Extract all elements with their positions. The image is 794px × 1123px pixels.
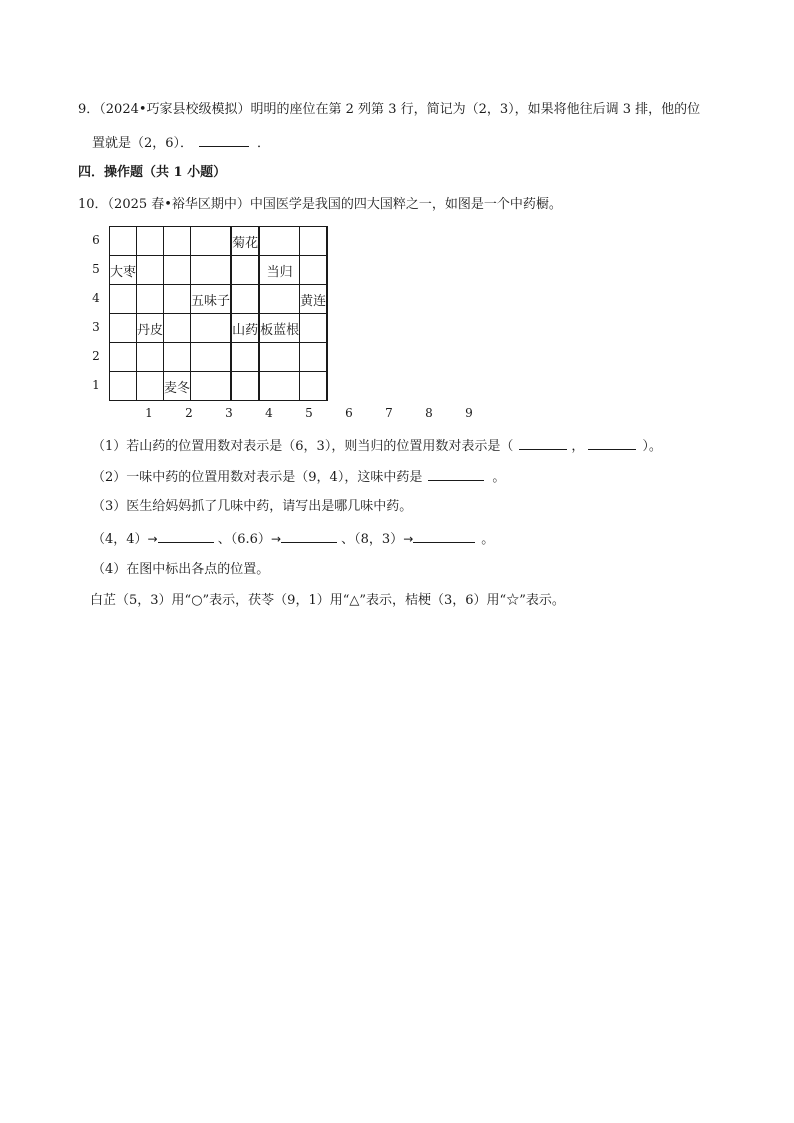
q9-line2 [92, 133, 270, 153]
q10-part2-blank[interactable] [428, 467, 484, 481]
q10-part3-end: 。 [481, 532, 495, 547]
x-label: 8 [425, 406, 433, 420]
q10-part1-text: （1）若山药的位置用数对表示是（6，3），则当归的位置用数对表示是（ [92, 439, 514, 454]
pair-2: 、（6.6） [217, 532, 271, 547]
grid-cell [191, 227, 231, 256]
q10-part2-end: 。 [492, 470, 506, 485]
q10-stem: 10．（2025 春•裕华区期中）中国医学是我国的四大国粹之一，如图是一个中药橱。 [78, 197, 562, 212]
grid-cell-label: 丹皮 [137, 314, 164, 343]
q9-answer-blank[interactable] [199, 133, 249, 147]
grid-cell [300, 314, 327, 343]
x-label: 6 [345, 406, 353, 420]
q10-part1-end: ）。 [642, 439, 662, 454]
grid-cell [300, 256, 327, 285]
q10-part1-blank-y[interactable] [588, 436, 636, 450]
grid-table [109, 226, 328, 401]
section-title: 四．操作题（共 1 小题） [78, 165, 227, 180]
x-label: 1 [145, 406, 153, 420]
grid-cell [137, 372, 164, 401]
grid-cell-label: 板蓝根 [260, 314, 300, 343]
x-label: 2 [185, 406, 193, 420]
grid-row [110, 285, 328, 314]
y-label: 3 [92, 320, 100, 334]
q9-line2-end: ． [257, 136, 271, 151]
grid-cell [164, 256, 191, 285]
grid-cell [191, 343, 231, 372]
grid-cell-label: 黄连 [300, 285, 327, 314]
grid-cell [232, 256, 259, 285]
q9-line2-text: 置就是（2，6）． [92, 136, 194, 151]
q10-part2 [92, 467, 505, 487]
grid-cell [232, 343, 259, 372]
arrow-icon: → [147, 532, 158, 546]
q10-part3-answers [92, 529, 494, 549]
q10-part1 [92, 436, 662, 456]
x-label: 7 [385, 406, 393, 420]
grid-row [110, 372, 328, 401]
grid-cell [327, 256, 328, 285]
grid-cell [137, 256, 164, 285]
y-label: 1 [92, 378, 100, 392]
grid-cell [300, 372, 327, 401]
grid-cell [110, 285, 137, 314]
grid-cell [164, 285, 191, 314]
pair-3: 、（8，3） [341, 532, 404, 547]
q10-part2-text: （2）一味中药的位置用数对表示是（9，4），这味中药是 [92, 470, 423, 485]
grid-cell [164, 343, 191, 372]
grid-row [110, 343, 328, 372]
grid-cell [191, 372, 231, 401]
grid-cell-label: 菊花 [232, 227, 259, 256]
grid-cell [110, 314, 137, 343]
arrow-icon: → [270, 532, 281, 546]
x-label: 3 [225, 406, 233, 420]
grid-cell [327, 314, 328, 343]
grid-cell [110, 372, 137, 401]
q10-part1-comma: ， [571, 439, 585, 454]
y-label: 4 [92, 291, 100, 305]
grid-cell [260, 372, 300, 401]
grid-cell [191, 256, 231, 285]
grid-cell-label: 麦冬 [164, 372, 191, 401]
grid-cell [300, 343, 327, 372]
grid-cell [110, 227, 137, 256]
grid-cell [327, 227, 328, 256]
q10-part3-blank-3[interactable] [413, 529, 475, 543]
grid-cell [164, 227, 191, 256]
grid-cell [260, 343, 300, 372]
grid-cell [191, 314, 231, 343]
grid-cell [232, 285, 259, 314]
grid-cell [232, 372, 259, 401]
grid-cell [327, 285, 328, 314]
grid-cell [137, 227, 164, 256]
grid-cell [164, 314, 191, 343]
q10-part4-instructions: 白芷（5，3）用“○”表示，茯苓（9，1）用“△”表示，桔梗（3，6）用“☆”表示。 [90, 593, 565, 608]
q10-part3: （3）医生给妈妈抓了几味中药，请写出是哪几味中药。 [92, 499, 413, 514]
x-label: 9 [465, 406, 473, 420]
grid-cell-label: 五味子 [191, 285, 231, 314]
grid-cell [260, 227, 300, 256]
grid-cell-label: 山药 [232, 314, 259, 343]
grid-cell [327, 343, 328, 372]
y-label: 6 [92, 233, 100, 247]
y-label: 5 [92, 262, 100, 276]
grid-cell-label: 当归 [260, 256, 300, 285]
q9-line1: 9．（2024•巧家县校级模拟）明明的座位在第 2 列第 3 行，简记为（2，3），如果将他往后调 3 排，他的位 [78, 102, 701, 117]
q10-part3-blank-1[interactable] [158, 529, 214, 543]
grid-row [110, 256, 328, 285]
grid-cell [327, 372, 328, 401]
grid-cell [260, 285, 300, 314]
grid-row [110, 314, 328, 343]
grid-cell-label: 大枣 [110, 256, 137, 285]
x-label: 5 [305, 406, 313, 420]
arrow-icon: → [403, 532, 414, 546]
q10-part4: （4）在图中标出各点的位置。 [92, 562, 270, 577]
x-label: 4 [265, 406, 273, 420]
grid-cell [137, 285, 164, 314]
pair-1: （4，4） [92, 532, 148, 547]
y-label: 2 [92, 349, 100, 363]
q10-part3-blank-2[interactable] [281, 529, 337, 543]
q10-part1-blank-x[interactable] [519, 436, 567, 450]
grid-row [110, 227, 328, 256]
grid-cell [300, 227, 327, 256]
grid-cell [137, 343, 164, 372]
grid-cell [110, 343, 137, 372]
